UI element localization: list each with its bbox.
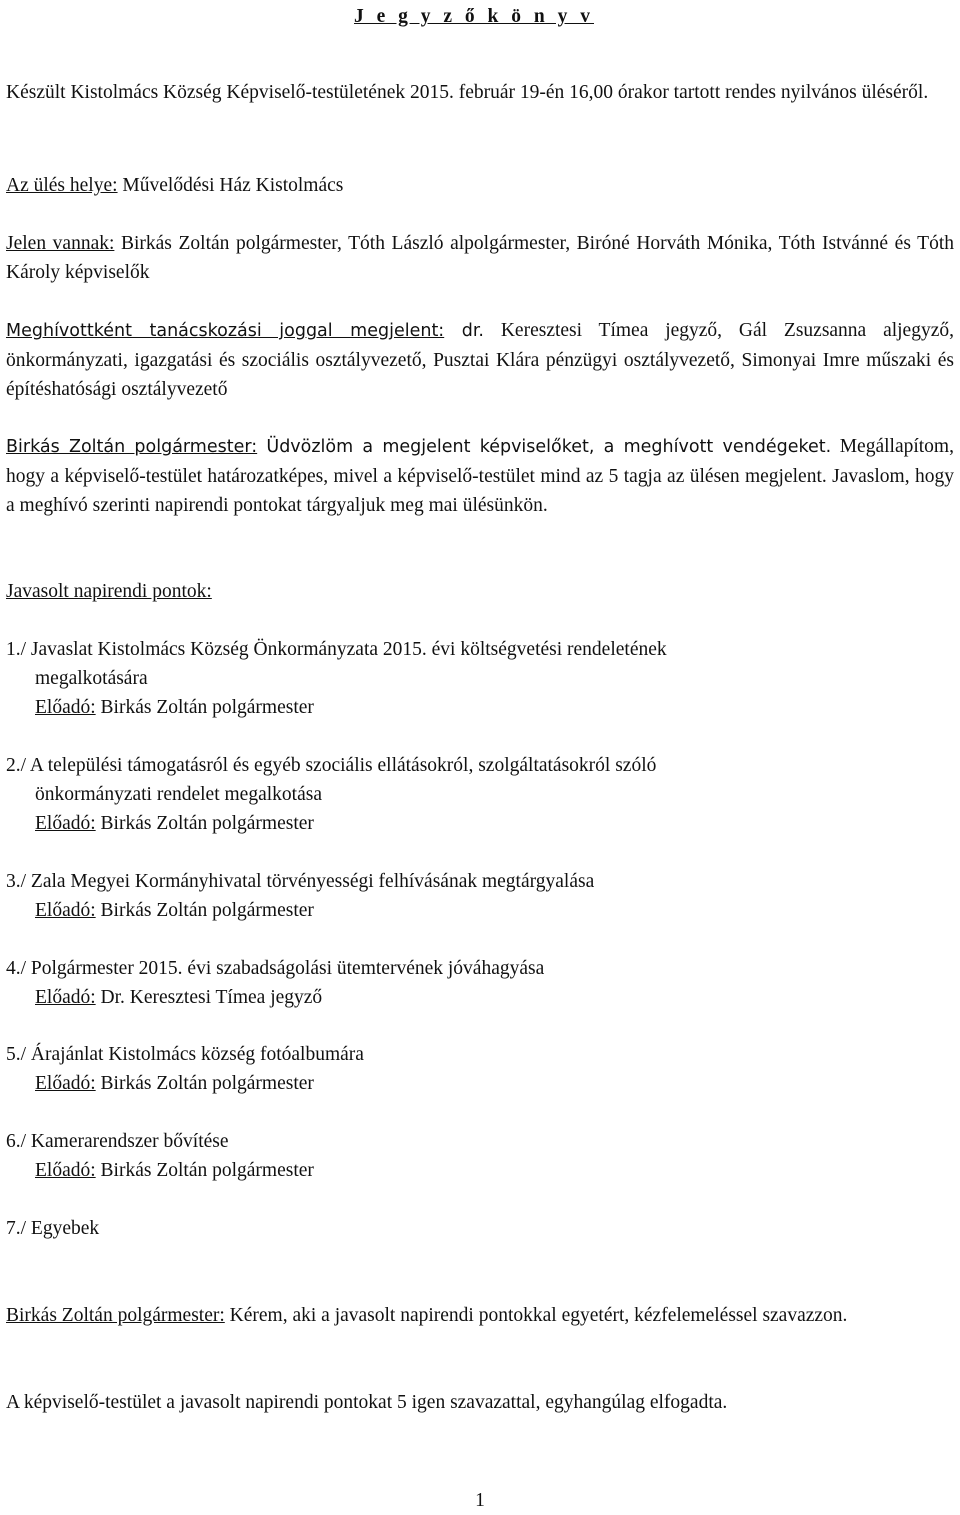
invited-paragraph [6, 316, 954, 404]
venue-value: Művelődési Ház Kistolmács [117, 175, 344, 196]
mayor-greeting-value: Megállapítom, hogy a képviselő-testület határozatképes, mivel a képviselő-testület mind az 5 tagja az ülésen megjelent. Javaslom, hogy a meghívó szerinti napirendi pontokat tárgyaljuk meg mai ülésünkön. [6, 436, 954, 516]
presenter-label: Előadó: [35, 900, 96, 921]
presenter-name: Dr. Keresztesi Tímea jegyző [95, 987, 323, 1008]
intro-paragraph: Készült Kistolmács Község Képviselő-testületének 2015. február 19-én 16,00 órakor tartott rendes nyilvános üléséről. [6, 82, 929, 103]
agenda-item [6, 751, 954, 838]
mayor-greeting-greeting: Üdvözlöm a megjelent képviselőket, a meghívott vendégeket. [257, 437, 832, 457]
invited-value: Keresztesi Tímea jegyző, Gál Zsuzsanna aljegyző, önkormányzati, igazgatási és szociális osztályvezető, Pusztai Klára pénzügyi osztályvezető, Simonyai Imre műszaki és építéshatósági osztályvezető [6, 320, 954, 400]
agenda-item [6, 1214, 954, 1243]
agenda-item [6, 954, 954, 1012]
page-number: 1 [475, 1490, 485, 1511]
presenter-name: Birkás Zoltán polgármester [95, 1073, 314, 1094]
agenda-heading-text: Javasolt napirendi pontok: [6, 581, 212, 602]
presenter-label: Előadó: [35, 1160, 96, 1181]
invited-value-dr: dr. [444, 321, 484, 341]
agenda-item-title: 3./ Zala Megyei Kormányhivatal törvényességi felhívásának megtárgyalása [6, 871, 595, 892]
agenda-item-presenter [6, 809, 954, 838]
agenda-item-title-cont: önkormányzati rendelet megalkotása [35, 784, 322, 805]
vote-call-paragraph [6, 1301, 954, 1330]
agenda-item-title-cont: megalkotására [35, 668, 148, 689]
agenda-item-title: 4./ Polgármester 2015. évi szabadságolási ütemtervének jóváhagyása [6, 958, 545, 979]
presenter-name: Birkás Zoltán polgármester [95, 813, 314, 834]
agenda-item [6, 1040, 954, 1098]
agenda-item [6, 1127, 954, 1185]
agenda-item-title: 6./ Kamerarendszer bővítése [6, 1131, 229, 1152]
document-title: J e g y z ő k ö n y v [354, 6, 594, 27]
agenda-item-presenter [6, 983, 954, 1012]
presenter-name: Birkás Zoltán polgármester [95, 697, 314, 718]
agenda-heading [6, 577, 954, 606]
agenda-item-presenter [6, 1069, 954, 1098]
presenter-name: Birkás Zoltán polgármester [95, 1160, 314, 1181]
present-label: Jelen vannak: [6, 233, 115, 254]
agenda-item-presenter [6, 896, 954, 925]
agenda-item-presenter [6, 693, 954, 722]
agenda-item-title: 2./ A települési támogatásról és egyéb szociális ellátásokról, szolgáltatásokról szóló [6, 755, 657, 776]
vote-call-value: Kérem, aki a javasolt napirendi pontokkal egyetért, kézfelemeléssel szavazzon. [224, 1305, 848, 1326]
venue-label: Az ülés helye: [6, 175, 118, 196]
agenda-item [6, 867, 954, 925]
present-paragraph [6, 229, 954, 287]
mayor-greeting-label: Birkás Zoltán polgármester: [6, 437, 258, 457]
presenter-label: Előadó: [35, 1073, 96, 1094]
presenter-label: Előadó: [35, 813, 96, 834]
agenda-item-title: 7./ Egyebek [6, 1218, 100, 1239]
agenda-item-title: 5./ Árajánlat Kistolmács község fotóalbumára [6, 1044, 364, 1065]
invited-label: Meghívottként tanácskozási joggal megjelent: [6, 321, 445, 341]
vote-call-label: Birkás Zoltán polgármester: [6, 1305, 225, 1326]
present-value: Birkás Zoltán polgármester, Tóth László alpolgármester, Biróné Horváth Mónika, Tóth Istvánné és Tóth Károly képviselők [6, 233, 954, 283]
presenter-label: Előadó: [35, 697, 96, 718]
resolution-paragraph: A képviselő-testület a javasolt napirendi pontokat 5 igen szavazattal, egyhangúlag elfogadta. [6, 1392, 728, 1413]
venue-paragraph [6, 171, 954, 200]
agenda-item [6, 635, 954, 722]
presenter-label: Előadó: [35, 987, 96, 1008]
agenda-item-title: 1./ Javaslat Kistolmács Község Önkormányzata 2015. évi költségvetési rendeletének [6, 639, 667, 660]
presenter-name: Birkás Zoltán polgármester [95, 900, 314, 921]
mayor-greeting-paragraph [6, 432, 954, 520]
agenda-item-presenter [6, 1156, 954, 1185]
